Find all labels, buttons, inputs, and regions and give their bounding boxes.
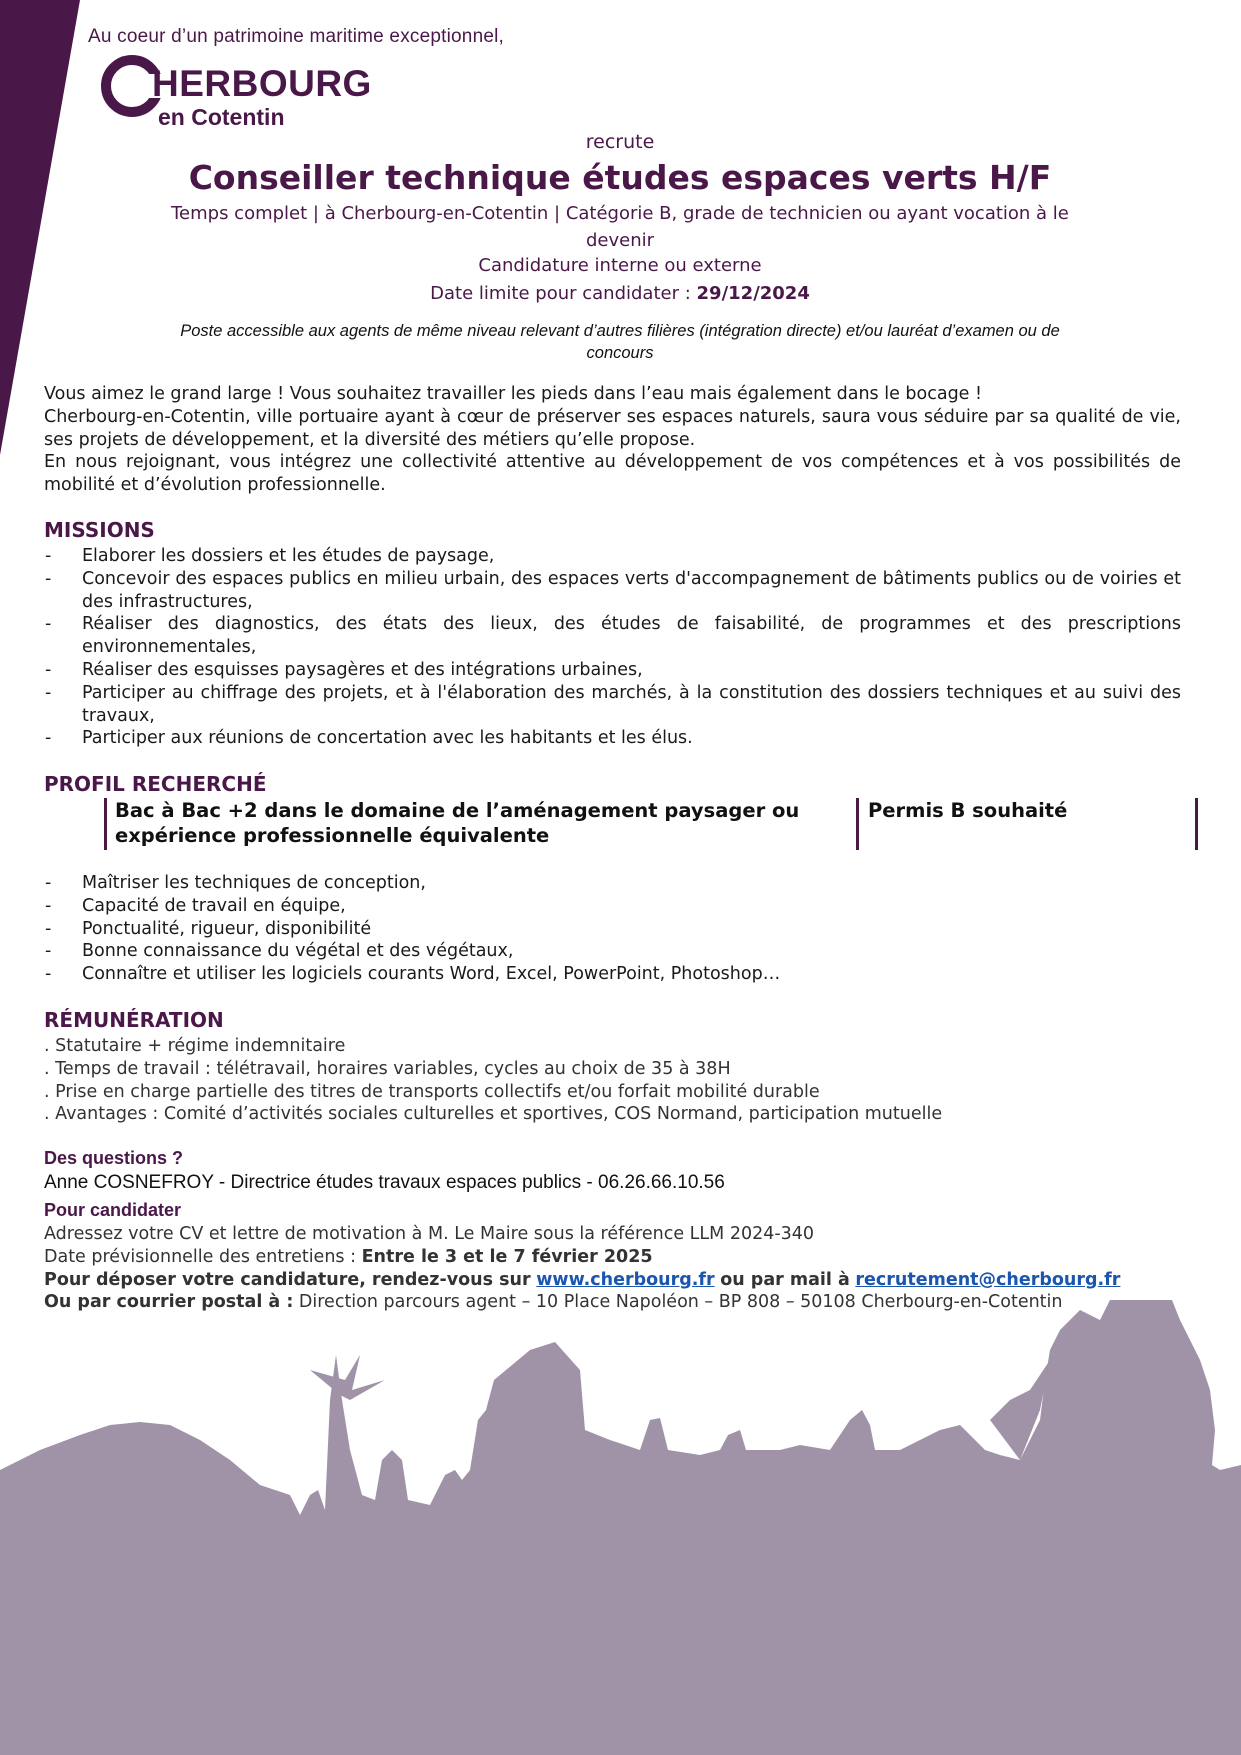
list-item: - Réaliser des esquisses paysagères et des intégrations urbaines, — [44, 659, 1181, 682]
apply-heading: Pour candidater — [44, 1200, 182, 1220]
accessibility-note: Poste accessible aux agents de même niveau relevant d’autres filières (intégration directe) et/ou lauréat d’examen ou de concours — [180, 322, 1060, 362]
apply-details — [44, 1223, 1120, 1314]
candidature-type: Candidature interne ou externe — [478, 255, 762, 276]
deadline-label: Date limite pour candidater : — [430, 283, 691, 304]
divider — [856, 798, 859, 850]
remuneration-list — [44, 1035, 942, 1126]
tagline: Au coeur d’un patrimoine maritime exceptionnel, — [88, 26, 504, 47]
deadline-value: 29/12/2024 — [696, 283, 810, 304]
interview-value: Entre le 3 et le 7 février 2025 — [361, 1246, 653, 1267]
divider — [1195, 798, 1198, 850]
requirement-diploma: Bac à Bac +2 dans le domaine de l’aménagement paysager ou expérience professionnelle équivalente — [115, 799, 800, 847]
job-title: Conseiller technique études espaces verts H/F — [188, 158, 1052, 197]
profil-list — [44, 872, 1181, 986]
remuneration-heading: RÉMUNÉRATION — [44, 1008, 224, 1032]
deadline — [140, 283, 1100, 304]
intro-line: Vous aimez le grand large ! Vous souhaitez travailler les pieds dans l’eau mais également dans le bocage ! — [44, 384, 983, 404]
list-item: - Bonne connaissance du végétal et des végétaux, — [44, 940, 1181, 963]
intro-text — [44, 383, 1181, 497]
logo-subtitle: en Cotentin — [158, 104, 285, 130]
questions-heading: Des questions ? — [44, 1148, 184, 1168]
list-item: . Prise en charge partielle des titres de transports collectifs et/ou forfait mobilité durable — [44, 1081, 820, 1102]
apply-instructions: Adressez votre CV et lettre de motivation à M. Le Maire sous la référence LLM 2024-340 — [44, 1224, 815, 1244]
deposit-label: Pour déposer votre candidature, rendez-vous sur — [44, 1269, 531, 1290]
contact-person: Anne COSNEFROY - Directrice études travaux espaces publics - 06.26.66.10.56 — [44, 1172, 725, 1193]
recrute-label: recrute — [585, 131, 655, 153]
divider — [104, 798, 107, 850]
list-item: . Temps de travail : télétravail, horaires variables, cycles au choix de 35 à 38H — [44, 1058, 731, 1079]
or-mail-label: ou par mail à — [720, 1269, 850, 1290]
list-item: - Maîtriser les techniques de conception, — [44, 872, 1181, 895]
postal-label: Ou par courrier postal à : — [44, 1292, 294, 1313]
job-conditions: Temps complet | à Cherbourg-en-Cotentin | Catégorie B, grade de technicien ou ayant vocation à le devenir — [171, 203, 1069, 251]
missions-heading: MISSIONS — [44, 518, 155, 542]
cherbourg-logo — [100, 54, 400, 130]
list-item: - Ponctualité, rigueur, disponibilité — [44, 918, 1181, 941]
list-item: - Participer au chiffrage des projets, et à l'élaboration des marchés, à la constitution des dossiers techniques et au suivi des travaux, — [44, 682, 1181, 728]
intro-paragraph: En nous rejoignant, vous intégrez une collectivité attentive au développement de vos compétences et à vos possibilités de mobilité et d’évolution professionnelle. — [44, 452, 1181, 496]
list-item: . Avantages : Comité d’activités sociales culturelles et sportives, COS Normand, participation mutuelle — [44, 1104, 943, 1125]
website-link[interactable]: www.cherbourg.fr — [536, 1269, 715, 1290]
profil-requirements — [104, 798, 1198, 850]
postal-address: Direction parcours agent – 10 Place Napoléon – BP 808 – 50108 Cherbourg-en-Cotentin — [298, 1292, 1063, 1313]
list-item: - Réaliser des diagnostics, des états des lieux, des études de faisabilité, de programmes et des prescriptions environnementales, — [44, 613, 1181, 659]
interview-dates — [44, 1246, 1120, 1269]
postal-line — [44, 1291, 1120, 1314]
list-item: - Concevoir des espaces publics en milieu urbain, des espaces verts d'accompagnement de bâtiments publics ou de voiries et des infrastructures, — [44, 568, 1181, 614]
deposit-line — [44, 1269, 1120, 1292]
profil-heading: PROFIL RECHERCHÉ — [44, 772, 267, 796]
list-item: - Participer aux réunions de concertation avec les habitants et les élus. — [44, 727, 1181, 750]
missions-list — [44, 545, 1181, 750]
requirement-license: Permis B souhaité — [868, 799, 1068, 822]
email-link[interactable]: recrutement@cherbourg.fr — [855, 1269, 1121, 1290]
list-item: - Connaître et utiliser les logiciels courants Word, Excel, PowerPoint, Photoshop… — [44, 963, 1181, 986]
list-item: - Elaborer les dossiers et les études de paysage, — [44, 545, 1181, 568]
list-item: . Statutaire + régime indemnitaire — [44, 1036, 346, 1056]
list-item: - Capacité de travail en équipe, — [44, 895, 1181, 918]
intro-paragraph: Cherbourg-en-Cotentin, ville portuaire ayant à cœur de préserver ses espaces naturels, saura vous séduire par sa qualité de vie, ses projets de développement, et la diversité des métiers qu’elle propose. — [44, 406, 1181, 450]
interview-label: Date prévisionnelle des entretiens : — [44, 1246, 356, 1267]
logo-wordmark: HERBOURG — [152, 63, 372, 104]
